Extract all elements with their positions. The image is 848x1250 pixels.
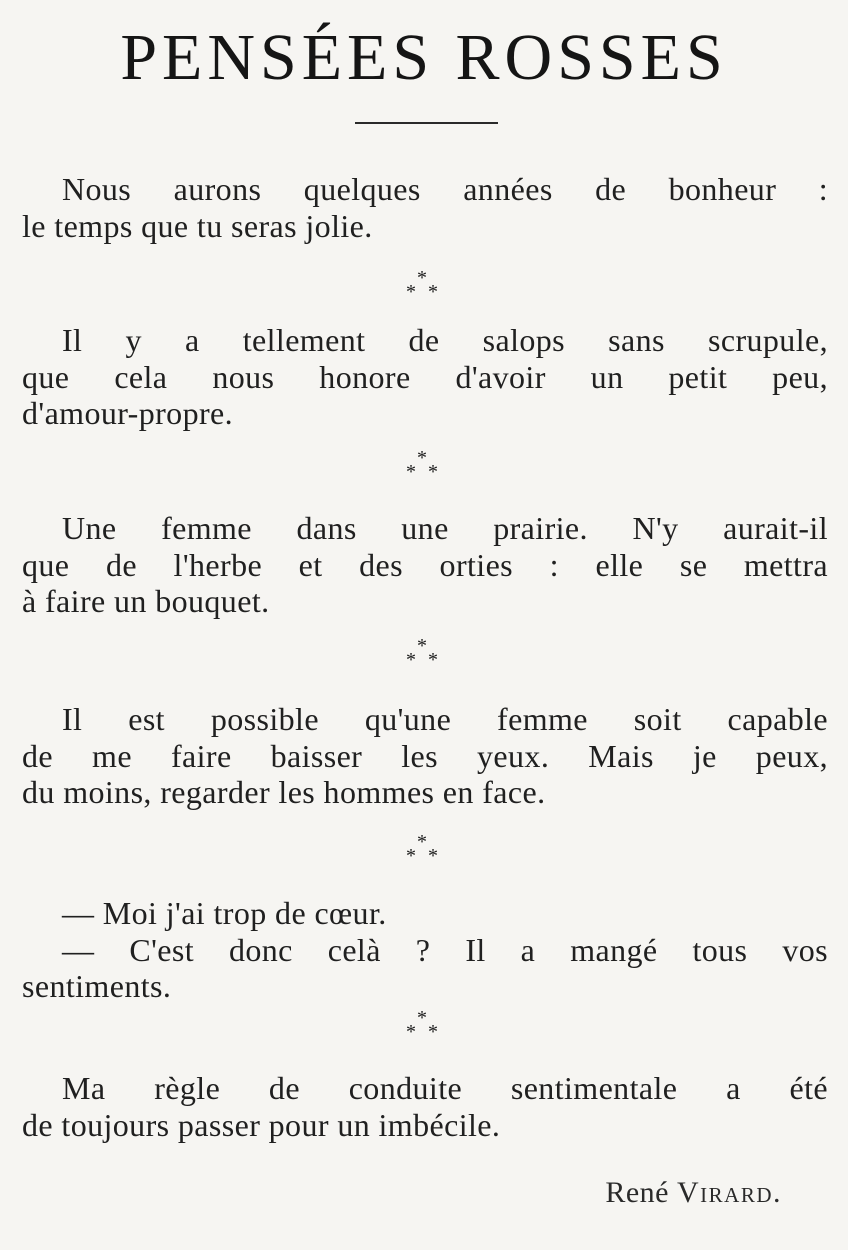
asterisk: *	[406, 649, 416, 671]
paragraph-line: que de l'herbe et des orties : elle se mettra	[22, 546, 828, 583]
paragraph-line: — C'est donc celà ? Il a mangé tous vos	[62, 931, 828, 968]
asterisk: *	[428, 461, 438, 483]
asterisk: *	[428, 845, 438, 867]
asterisk: *	[428, 1021, 438, 1043]
paragraph-line: du moins, regarder les hommes en face.	[22, 774, 546, 810]
title-rule	[355, 122, 498, 124]
asterisk: *	[406, 461, 416, 483]
asterism-separator	[400, 268, 448, 304]
asterism-separator	[400, 1008, 448, 1044]
asterisk: *	[417, 447, 427, 469]
asterisk: *	[428, 281, 438, 303]
asterisk: *	[417, 635, 427, 657]
author-last-name: Virard.	[676, 1176, 782, 1209]
thought-paragraph-3	[22, 510, 828, 620]
paragraph-line: d'amour-propre.	[22, 395, 234, 431]
asterisk: *	[406, 1021, 416, 1043]
thought-paragraph-5	[22, 895, 828, 1005]
article-title: PENSÉES ROSSES	[120, 21, 728, 94]
asterisk: *	[406, 845, 416, 867]
asterism-separator	[400, 448, 448, 484]
paragraph-line: Une femme dans une prairie. N'y aurait-il	[62, 510, 828, 546]
asterism-separator	[400, 832, 448, 868]
asterism-separator	[400, 636, 448, 672]
thought-paragraph-2	[22, 322, 828, 432]
paragraph-line: de toujours passer pour un imbécile.	[22, 1106, 501, 1143]
asterisk: *	[417, 831, 427, 853]
asterisk: *	[417, 1007, 427, 1029]
asterisk: *	[428, 649, 438, 671]
thought-paragraph-4	[22, 701, 828, 811]
paragraph-line: le temps que tu seras jolie.	[22, 207, 373, 244]
thought-paragraph-1	[22, 171, 828, 244]
asterisk: *	[417, 267, 427, 289]
paragraph-line: Il est possible qu'une femme soit capable	[62, 701, 828, 737]
paragraph-line: Il y a tellement de salops sans scrupule,	[62, 322, 828, 358]
asterisk: *	[406, 281, 416, 303]
author-first-name: René	[605, 1176, 669, 1209]
paragraph-line: Ma règle de conduite sentimentale a été	[62, 1070, 828, 1106]
paragraph-line: sentiments.	[22, 968, 172, 1004]
paragraph-line: — Moi j'ai trop de cœur.	[62, 895, 387, 931]
author-signature	[605, 1176, 782, 1210]
paragraph-line: que cela nous honore d'avoir un petit peu,	[22, 358, 828, 395]
paragraph-line: de me faire baisser les yeux. Mais je peux,	[22, 737, 828, 774]
paragraph-line: à faire un bouquet.	[22, 583, 270, 619]
thought-paragraph-6	[22, 1070, 828, 1143]
paragraph-line: Nous aurons quelques années de bonheur :	[62, 171, 828, 207]
